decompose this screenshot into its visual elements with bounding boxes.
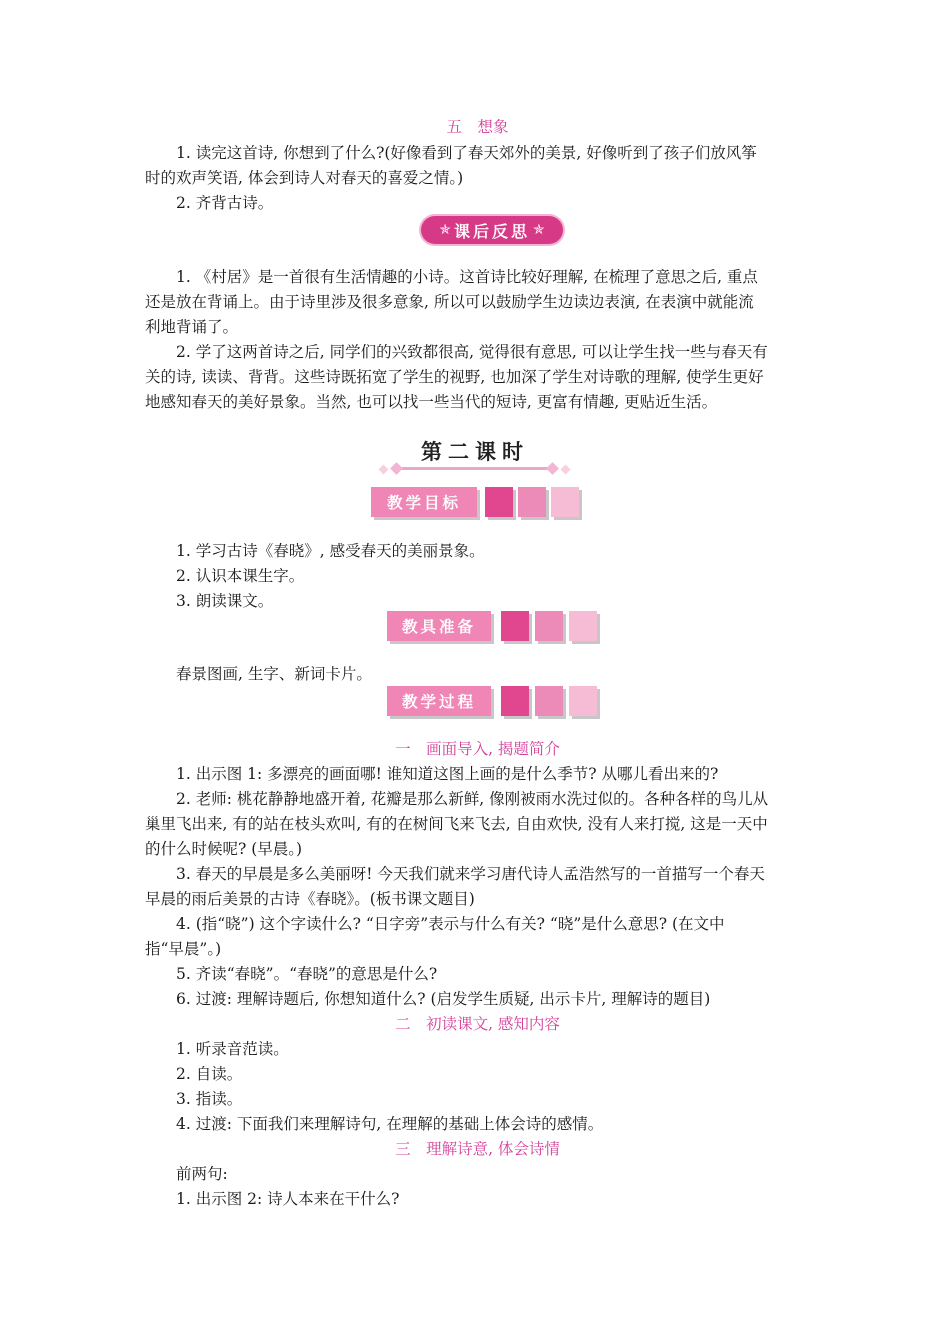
decor-block: [535, 611, 563, 641]
paragraph-line: 1. 出示图 2: 诗人本来在干什么?: [176, 1190, 400, 1208]
paragraph-line: 3. 春天的早晨是多么美丽呀! 今天我们就来学习唐代诗人孟浩然写的一首描写一个春天: [176, 865, 765, 883]
decor-block: [569, 686, 597, 716]
paragraph-line: 的什么时候呢? (早晨。): [145, 840, 303, 858]
diamond-decoration: [379, 465, 389, 475]
paragraph-line: 4. (指“晓”) 这个字读什么? “日字旁”表示与什么有关? “晓”是什么意思? (在文中: [176, 915, 725, 933]
paragraph-line: 4. 过渡: 下面我们来理解诗句, 在理解的基础上体会诗的感情。: [176, 1115, 604, 1133]
decor-block: [501, 686, 529, 716]
lesson-title-block: [380, 436, 570, 481]
paragraph-line: 2. 自读。: [176, 1065, 243, 1083]
decor-block: [535, 686, 563, 716]
decor-block: [569, 611, 597, 641]
paragraph-line: 关的诗, 读读、背背。这些诗既拓宽了学生的视野, 也加深了学生对诗歌的理解, 使学生更好: [145, 368, 764, 386]
paragraph-line: 5. 齐读“春晓”。“春晓”的意思是什么?: [176, 965, 438, 983]
star-icon: ✯: [439, 222, 451, 238]
reflection-badge: [421, 216, 563, 244]
paragraph-line: 巢里飞出来, 有的站在枝头欢叫, 有的在树间飞来飞去, 自由欢快, 没有人来打搅, 这是一天中: [145, 815, 768, 833]
decor-block: [551, 487, 579, 517]
paragraph-line: 还是放在背诵上。由于诗里涉及很多意象, 所以可以鼓励学生边读边表演, 在表演中就能流: [145, 293, 754, 311]
paragraph-line: 2. 认识本课生字。: [176, 567, 305, 585]
section-heading-first-reading: 二 初读课文, 感知内容: [395, 1015, 560, 1033]
tools-label: 教具准备: [387, 611, 491, 641]
paragraph-line: 3. 指读。: [176, 1090, 243, 1108]
section-heading-understanding: 三 理解诗意, 体会诗情: [395, 1140, 560, 1158]
section-heading-imagine: 五 想象: [446, 118, 509, 136]
paragraph-line: 1. 出示图 1: 多漂亮的画面哪! 谁知道这图上画的是什么季节? 从哪儿看出来的?: [176, 765, 719, 783]
reflection-badge-label: 课后反思: [453, 221, 530, 241]
paragraph-line: 时的欢声笑语, 体会到诗人对春天的喜爱之情。): [145, 169, 464, 187]
section-heading-intro: 一 画面导入, 揭题简介: [395, 740, 560, 758]
paragraph-line: 地感知春天的美好景象。当然, 也可以找一些当代的短诗, 更富有情趣, 更贴近生活。: [145, 393, 718, 411]
paragraph-line: 2. 齐背古诗。: [176, 194, 274, 212]
lesson-title: 第二课时: [421, 440, 529, 464]
goals-label: 教学目标: [371, 487, 477, 517]
decor-block: [485, 487, 513, 517]
decor-block: [518, 487, 546, 517]
decor-block: [501, 611, 529, 641]
paragraph-line: 前两句:: [176, 1165, 228, 1183]
paragraph-line: 1. 学习古诗《春晓》, 感受春天的美丽景象。: [176, 542, 485, 560]
paragraph-line: 1. 听录音范读。: [176, 1040, 289, 1058]
diamond-decoration: [561, 465, 571, 475]
star-icon: ✯: [533, 222, 545, 238]
process-label: 教学过程: [387, 686, 491, 716]
paragraph-line: 6. 过渡: 理解诗题后, 你想知道什么? (启发学生质疑, 出示卡片, 理解诗的题目): [176, 990, 711, 1008]
paragraph-line: 2. 老师: 桃花静静地盛开着, 花瓣是那么新鲜, 像刚被雨水洗过似的。各种各样的鸟儿从: [176, 790, 769, 808]
paragraph-line: 指“早晨”。): [145, 940, 222, 958]
title-underline: [400, 467, 550, 470]
paragraph-line: 1. 《村居》是一首很有生活情趣的小诗。这首诗比较好理解, 在梳理了意思之后, 重点: [176, 268, 758, 286]
paragraph-line: 利地背诵了。: [145, 318, 239, 336]
paragraph-line: 3. 朗读课文。: [176, 592, 274, 610]
paragraph-line: 2. 学了这两首诗之后, 同学们的兴致都很高, 觉得很有意思, 可以让学生找一些与春天有: [176, 343, 768, 361]
paragraph-line: 1. 读完这首诗, 你想到了什么?(好像看到了春天郊外的美景, 好像听到了孩子们放风筝: [176, 144, 757, 162]
paragraph-line: 早晨的雨后美景的古诗《春晓》。(板书课文题目): [145, 890, 475, 908]
paragraph-line: 春景图画, 生字、新词卡片。: [176, 665, 372, 683]
